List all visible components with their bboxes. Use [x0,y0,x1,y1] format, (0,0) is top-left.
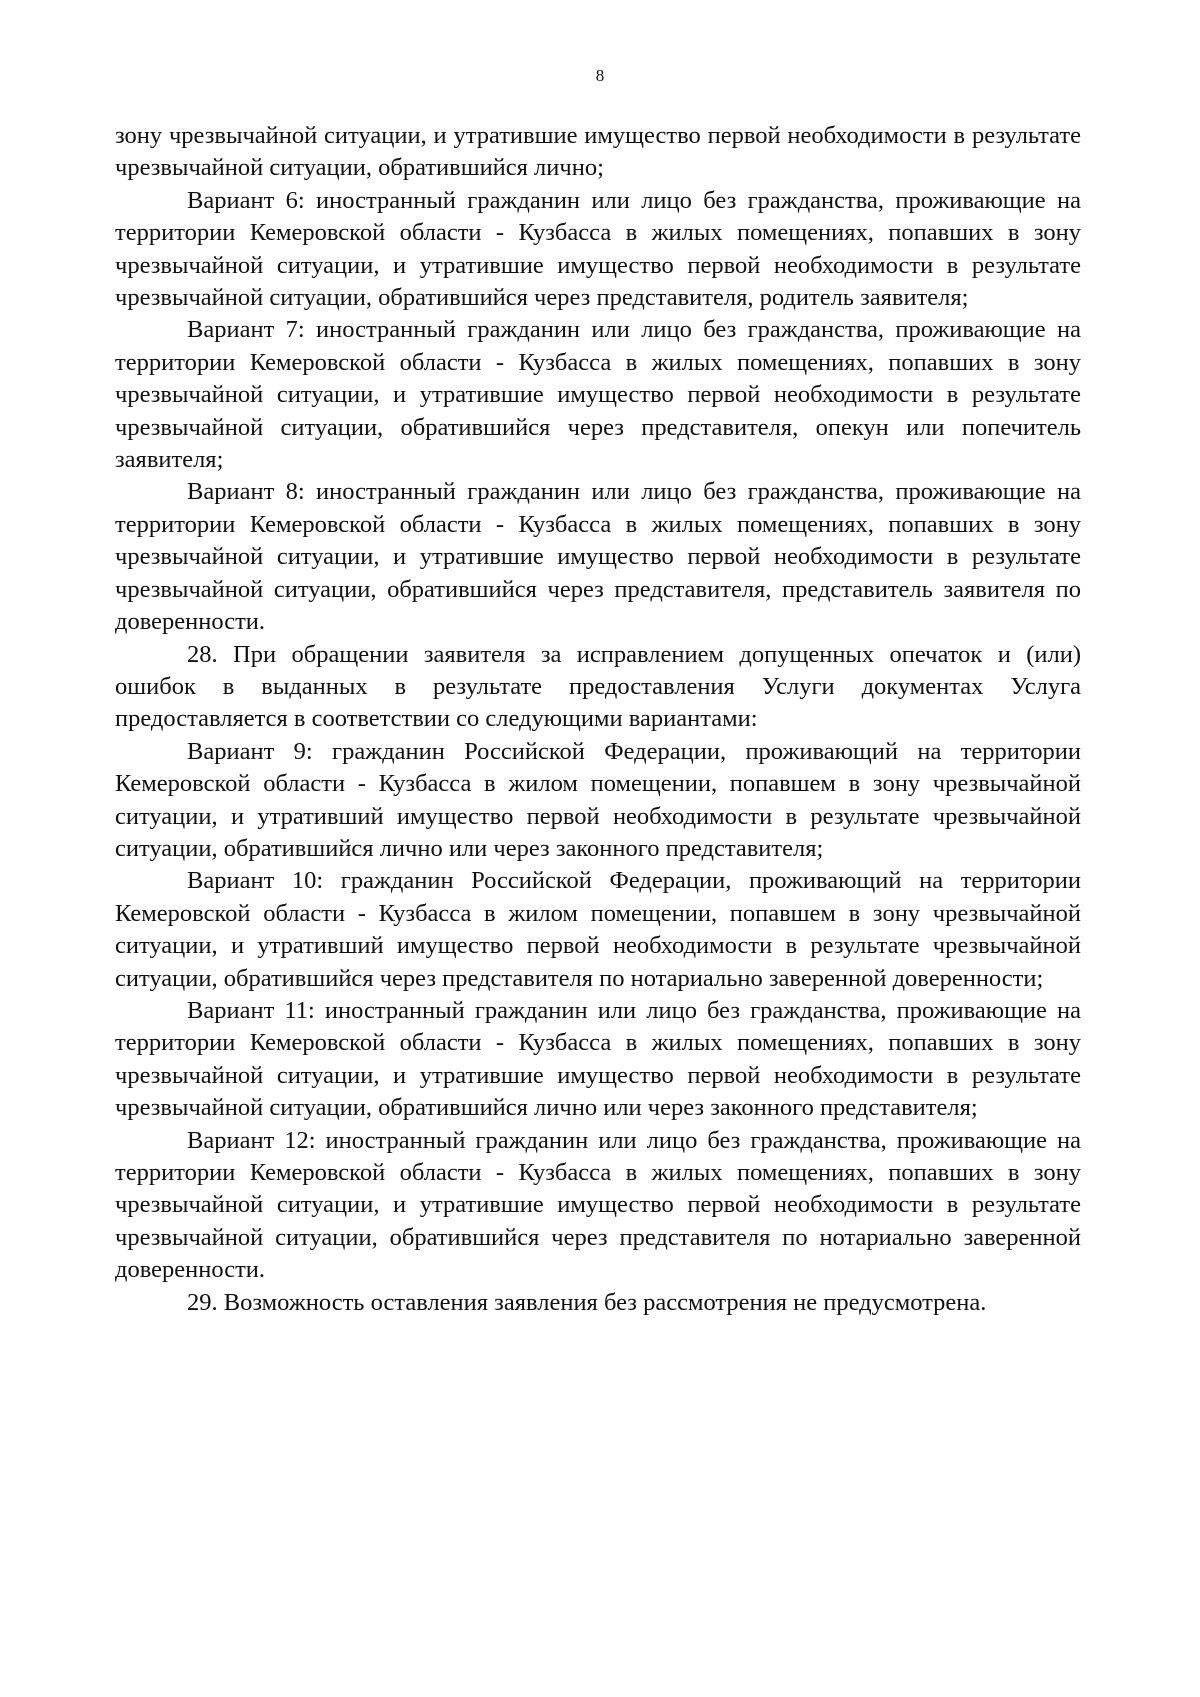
paragraph-clause-29: 29. Возможность оставления заявления без рассмотрения не предусмотрена. [187,1288,987,1316]
paragraph-variant-8: Вариант 8: иностранный гражданин или лицо без гражданства, проживающие на территории Кемеровской области - Кузбасса в жилых помещениях, попавших в зону чрезвычайной ситуации, и утратившие имущество первой необходимости в результате чрезвычайной ситуации, обратившийся через представителя, представитель заявителя по доверенности. [115,478,1081,636]
paragraph-variant-9: Вариант 9: гражданин Российской Федерации, проживающий на территории Кемеровской области - Кузбасса в жилом помещении, попавшем в зону чрезвычайной ситуации, и утративший имущество первой необходимости в результате чрезвычайной ситуации, обратившийся лично или через законного представителя; [115,737,1081,862]
paragraph-clause-28: 28. При обращении заявителя за исправлением допущенных опечаток и (или) ошибок в выданных в результате предоставления Услуги документах Услуга предоставляется в соответствии со следующими вариантами: [115,640,1081,733]
paragraph-variant-6: Вариант 6: иностранный гражданин или лицо без гражданства, проживающие на территории Кемеровской области - Кузбасса в жилых помещениях, попавших в зону чрезвычайной ситуации, и утратившие имущество первой необходимости в результате чрезвычайной ситуации, обратившийся через представителя, родитель заявителя; [115,186,1081,312]
page-number: 8 [595,66,605,85]
paragraph-variant-12: Вариант 12: иностранный гражданин или лицо без гражданства, проживающие на территории Кемеровской области - Кузбасса в жилых помещениях, попавших в зону чрезвычайной ситуации, и утратившие имущество первой необходимости в результате чрезвычайной ситуации, обратившийся через представителя по нотариально заверенной доверенности. [115,1126,1081,1284]
paragraph-variant-11: Вариант 11: иностранный гражданин или лицо без гражданства, проживающие на территории Кемеровской области - Кузбасса в жилых помещениях, попавших в зону чрезвычайной ситуации, и утратившие имущество первой необходимости в результате чрезвычайной ситуации, обратившийся лично или через законного представителя; [115,996,1081,1122]
document-body [115,120,1081,1319]
paragraph-variant-7: Вариант 7: иностранный гражданин или лицо без гражданства, проживающие на территории Кемеровской области - Кузбасса в жилых помещениях, попавших в зону чрезвычайной ситуации, и утратившие имущество первой необходимости в результате чрезвычайной ситуации, обратившийся через представителя, опекун или попечитель заявителя; [115,316,1081,474]
paragraph-continuation: зону чрезвычайной ситуации, и утратившие имущество первой необходимости в результате чрезвычайной ситуации, обратившийся лично; [115,122,1081,182]
paragraph-variant-10: Вариант 10: гражданин Российской Федерации, проживающий на территории Кемеровской области - Кузбасса в жилом помещении, попавшем в зону чрезвычайной ситуации, и утративший имущество первой необходимости в результате чрезвычайной ситуации, обратившийся через представителя по нотариально заверенной доверенности; [115,867,1081,992]
